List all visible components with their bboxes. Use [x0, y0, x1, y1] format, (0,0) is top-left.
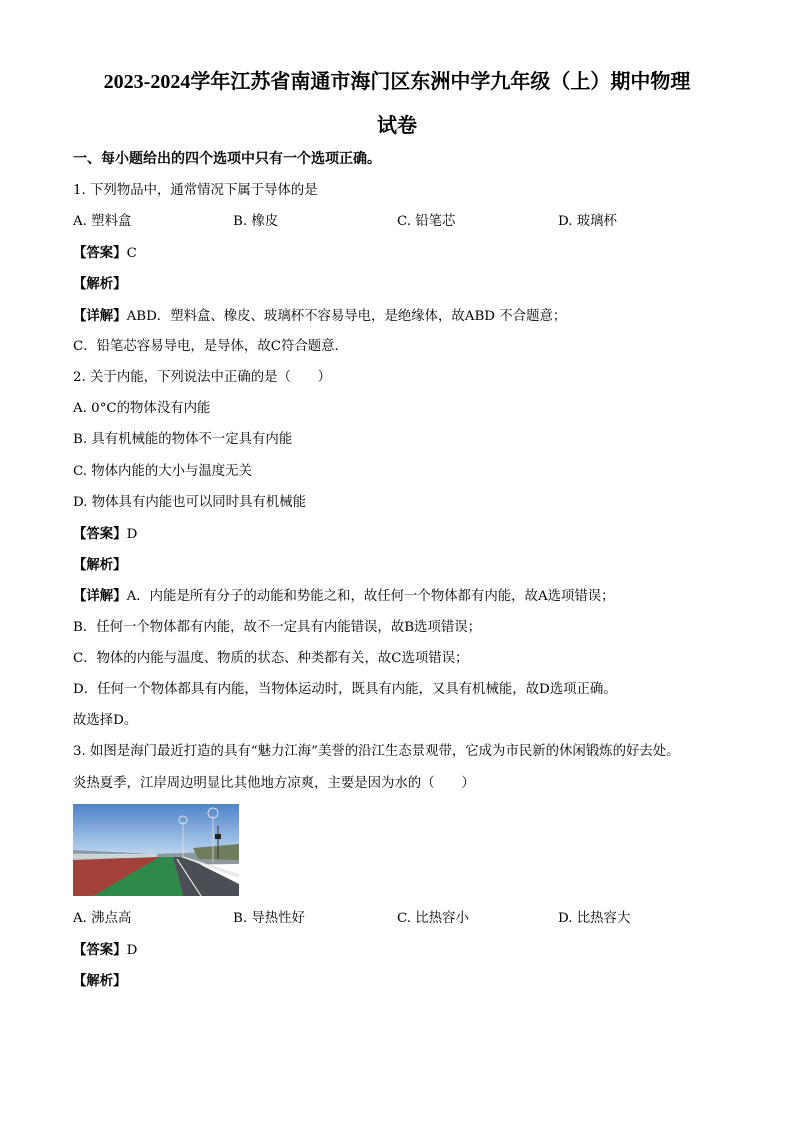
q1-analysis-label: 【解析】 — [73, 276, 127, 292]
q3-option-c: C. 比热容小 — [397, 911, 469, 926]
q1-option-d: D. 玻璃杯 — [558, 214, 617, 229]
q2-stem: 2. 关于内能，下列说法中正确的是（ ） — [73, 370, 332, 385]
q2-option-b: B. 具有机械能的物体不一定具有内能 — [73, 432, 293, 447]
q2-detail-3: C．物体的内能与温度、物质的状态、种类都有关，故C选项错误； — [73, 651, 469, 666]
q1-stem: 1. 下列物品中，通常情况下属于导体的是 — [73, 183, 318, 198]
q2-detail-4: D．任何一个物体都具有内能，当物体运动时，既具有内能，又具有机械能，故D选项正确。 — [73, 682, 617, 697]
q3-option-b: B. 导热性好 — [233, 911, 305, 926]
q1-detail-2: C．铅笔芯容易导电，是导体，故C符合题意． — [73, 339, 348, 354]
q2-answer-value: D — [126, 527, 138, 542]
q2-detail-1-text: A．内能是所有分子的动能和势能之和，故任何一个物体都有内能，故A选项错误； — [126, 589, 615, 604]
q1-option-c: C. 铅笔芯 — [397, 214, 456, 229]
q2-option-a: A. 0°C的物体没有内能 — [73, 401, 211, 416]
detail-label: 【详解】 — [73, 308, 127, 324]
q1-option-b: B. 橡皮 — [233, 214, 279, 229]
q2-conclusion: 故选择D。 — [73, 713, 138, 728]
document-title-line-2: 试卷 — [377, 115, 417, 137]
q3-answer-value: D — [126, 943, 138, 958]
q2-detail-1 — [73, 587, 615, 606]
q2-answer — [73, 525, 137, 544]
q2-option-c: C. 物体内能的大小与温度无关 — [73, 464, 252, 479]
detail-label: 【详解】 — [73, 588, 127, 604]
answer-label: 【答案】 — [73, 942, 127, 958]
answer-label: 【答案】 — [73, 526, 127, 542]
riverside-road-illustration — [73, 804, 239, 896]
q2-detail-2: B．任何一个物体都有内能，故不一定具有内能错误，故B选项错误； — [73, 620, 482, 635]
document-title-line-1: 2023-2024学年江苏省南通市海门区东洲中学九年级（上）期中物理 — [103, 71, 691, 93]
q3-stem-line-1: 3. 如图是海门最近打造的具有“魅力江海”美誉的沿江生态景观带，它成为市民新的休闲锻炼的好去处。 — [73, 744, 680, 759]
q2-option-d: D. 物体具有内能也可以同时具有机械能 — [73, 495, 307, 510]
answer-label: 【答案】 — [73, 245, 127, 261]
q3-analysis-label: 【解析】 — [73, 973, 127, 989]
q1-option-a: A. 塑料盒 — [73, 214, 132, 229]
q3-option-a: A. 沸点高 — [73, 911, 132, 926]
q2-analysis-label: 【解析】 — [73, 557, 127, 573]
q1-answer — [73, 244, 137, 263]
q1-detail-1 — [73, 307, 566, 326]
q3-stem-line-2: 炎热夏季，江岸周边明显比其他地方凉爽，主要是因为水的（ ） — [73, 776, 475, 791]
q3-option-d: D. 比热容大 — [558, 911, 631, 926]
q1-detail-1-text: ABD．塑料盒、橡皮、玻璃杯不容易导电，是绝缘体，故ABD 不合题意； — [126, 309, 567, 324]
riverside-road-photo — [73, 804, 239, 896]
q1-answer-value: C — [126, 246, 137, 261]
section-heading: 一、每小题给出的四个选项中只有一个选项正确。 — [73, 151, 381, 167]
q3-answer — [73, 941, 137, 960]
